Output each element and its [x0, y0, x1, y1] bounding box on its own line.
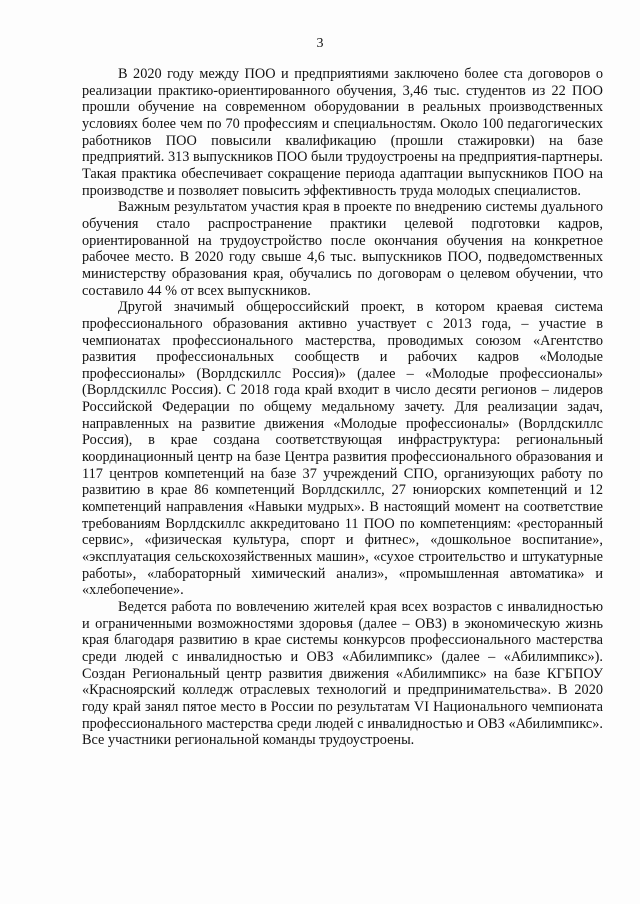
page-number: 3 [316, 36, 324, 51]
document-body [82, 66, 603, 749]
paragraph-abilympics: Ведется работа по вовлечению жителей края всех возрастов с инвалидностью и ограниченными возможностями здоровья (далее – ОВЗ) в экономическую жизнь края благодаря развитию в крае системы конкурсов профессионального мастерства среди людей с инвалидностью и ОВЗ «Абилимпикс» (далее – «Абилимпикс»). Создан Региональный центр развития движения «Абилимпикс» на базе КГБПОУ «Красноярский колледж отраслевых технологий и предпринимательства». В 2020 году край занял пятое место в России по результатам VI Национального чемпионата профессионального мастерства среди людей с инвалидностью и ОВЗ «Абилимпикс». Все участники региональной команды трудоустроены. [82, 599, 603, 749]
paragraph-practice-oriented-training: В 2020 году между ПОО и предприятиями заключено более ста договоров о реализации практико-ориентированного обучения, 3,46 тыс. студентов из 22 ПОО прошли обучение на современном оборудовании в реальных производственных условиях более чем по 70 профессиям и специальностям. Около 100 педагогических работников ПОО повысили квалификацию (прошли стажировки) на базе предприятий. 313 выпускников ПОО были трудоустроены на предприятия-партнеры. Такая практика обеспечивает сокращение периода адаптации выпускников ПОО на производстве и позволяет повысить эффективность труда молодых специалистов. [82, 66, 603, 199]
paragraph-worldskills: Другой значимый общероссийский проект, в котором краевая система профессионального образования активно участвует с 2013 года, – участие в чемпионатах профессионального мастерства, проводимых союзом «Агентство развития профессиональных сообществ и рабочих кадров «Молодые профессионалы» (Ворлдскиллс Россия)» (далее – «Молодые профессионалы» (Ворлдскиллс Россия). С 2018 года край входит в число десяти регионов – лидеров Российской Федерации по общему медальному зачету. Для реализации задач, направленных на развитие движения «Молодые профессионалы» (Ворлдскиллс Россия), в крае создана соответствующая инфраструктура: региональный координационный центр на базе Центра развития профессионального образования и 117 центров компетенций на базе 37 учреждений СПО, организующих работу по развитию в крае 86 компетенций Ворлдскиллс, 27 юниорских компетенций и 12 компетенций направления «Навыки мудрых». В настоящий момент на соответствие требованиям Ворлдскиллс аккредитовано 11 ПОО по компетенциям: «ресторанный сервис», «физическая культура, спорт и фитнес», «дошкольное воспитание», «эксплуатация сельскохозяйственных машин», «сухое строительство и штукатурные работы», «лабораторный химический анализ», «промышленная автоматика» и «хлебопечение». [82, 299, 603, 599]
paragraph-dual-education: Важным результатом участия края в проекте по внедрению системы дуального обучения стало распространение практики целевой подготовки кадров, ориентированной на трудоустройство после окончания обучения на конкретное рабочее место. В 2020 году свыше 4,6 тыс. выпускников ПОО, подведомственных министерству образования края, обучались по договорам о целевом обучении, что составило 44 % от всех выпускников. [82, 199, 603, 299]
